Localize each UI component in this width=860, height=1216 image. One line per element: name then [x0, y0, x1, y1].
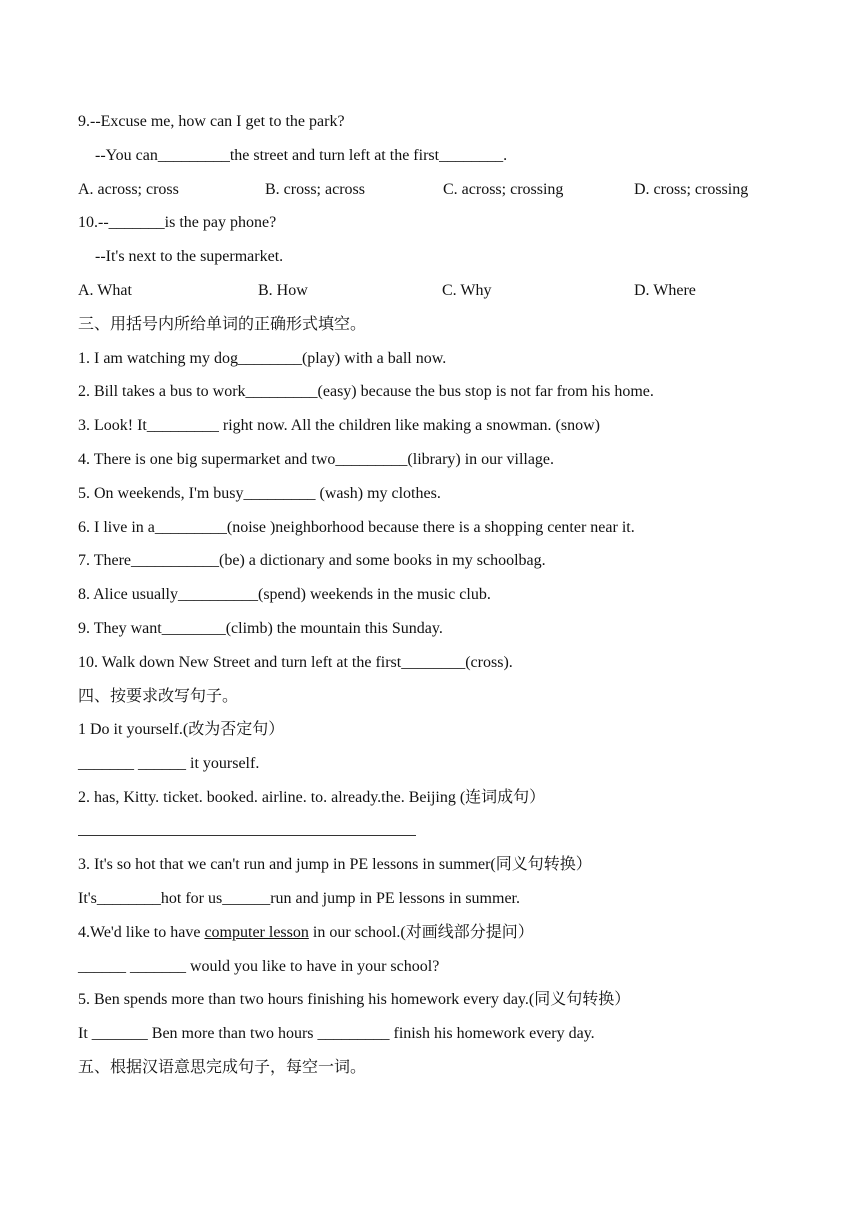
question-10: 10.--_______is the pay phone? [78, 214, 277, 231]
rewrite-q4-answer: ______ _______ would you like to have in your school? [78, 958, 440, 975]
rewrite-q3: 3. It's so hot that we can't run and jump in PE lessons in summer(同义句转换） [78, 856, 592, 873]
fill-item: 2. Bill takes a bus to work_________(easy) because the bus stop is not far from his home. [78, 383, 654, 400]
option-b: B. How [258, 282, 308, 299]
option-d: D. Where [634, 282, 696, 299]
fill-item: 5. On weekends, I'm busy_________ (wash) my clothes. [78, 485, 441, 502]
rewrite-q3-answer: It's________hot for us______run and jump in PE lessons in summer. [78, 890, 520, 907]
rewrite-q1-answer: _______ ______ it yourself. [78, 755, 260, 772]
fill-item: 7. There___________(be) a dictionary and some books in my schoolbag. [78, 552, 546, 569]
fill-item: 9. They want________(climb) the mountain this Sunday. [78, 620, 443, 637]
fill-item: 1. I am watching my dog________(play) with a ball now. [78, 350, 447, 367]
underlined-phrase: computer lesson [204, 924, 309, 941]
section-4-heading: 四、按要求改写句子。 [78, 688, 239, 705]
rewrite-q5-answer: It _______ Ben more than two hours _________ finish his homework every day. [78, 1025, 595, 1042]
rewrite-q4-text: 4.We'd like to have [78, 924, 205, 941]
question-9-options [78, 180, 820, 200]
fill-item: 10. Walk down New Street and turn left at the first________(cross). [78, 654, 513, 671]
fill-item: 4. There is one big supermarket and two_________(library) in our village. [78, 451, 555, 468]
question-9: 9.--Excuse me, how can I get to the park? [78, 113, 345, 130]
fill-item: 6. I live in a_________(noise )neighborhood because there is a shopping center near it. [78, 519, 635, 536]
option-a: A. What [78, 282, 132, 299]
option-c: C. across; crossing [443, 181, 564, 198]
question-10-options [78, 281, 820, 301]
option-a: A. across; cross [78, 181, 179, 198]
rewrite-q2: 2. has, Kitty. ticket. booked. airline. to. already.the. Beijing (连词成句） [78, 789, 546, 806]
answer-line [78, 835, 416, 836]
rewrite-q4 [78, 923, 820, 943]
fill-item: 8. Alice usually__________(spend) weekends in the music club. [78, 586, 491, 603]
option-c: C. Why [442, 282, 492, 299]
question-10-dialogue: --It's next to the supermarket. [95, 248, 284, 265]
question-9-dialogue: --You can_________the street and turn left at the first________. [95, 147, 508, 164]
option-d: D. cross; crossing [634, 181, 749, 198]
section-3-heading: 三、用括号内所给单词的正确形式填空。 [78, 316, 367, 333]
option-b: B. cross; across [265, 181, 365, 198]
fill-item: 3. Look! It_________ right now. All the children like making a snowman. (snow) [78, 417, 600, 434]
rewrite-q5: 5. Ben spends more than two hours finishing his homework every day.(同义句转换） [78, 991, 631, 1008]
section-5-heading: 五、根据汉语意思完成句子，每空一词。 [78, 1059, 367, 1076]
rewrite-q1: 1 Do it yourself.(改为否定句） [78, 721, 285, 738]
rewrite-q4-instruction: in our school.(对画线部分提问） [308, 924, 534, 941]
